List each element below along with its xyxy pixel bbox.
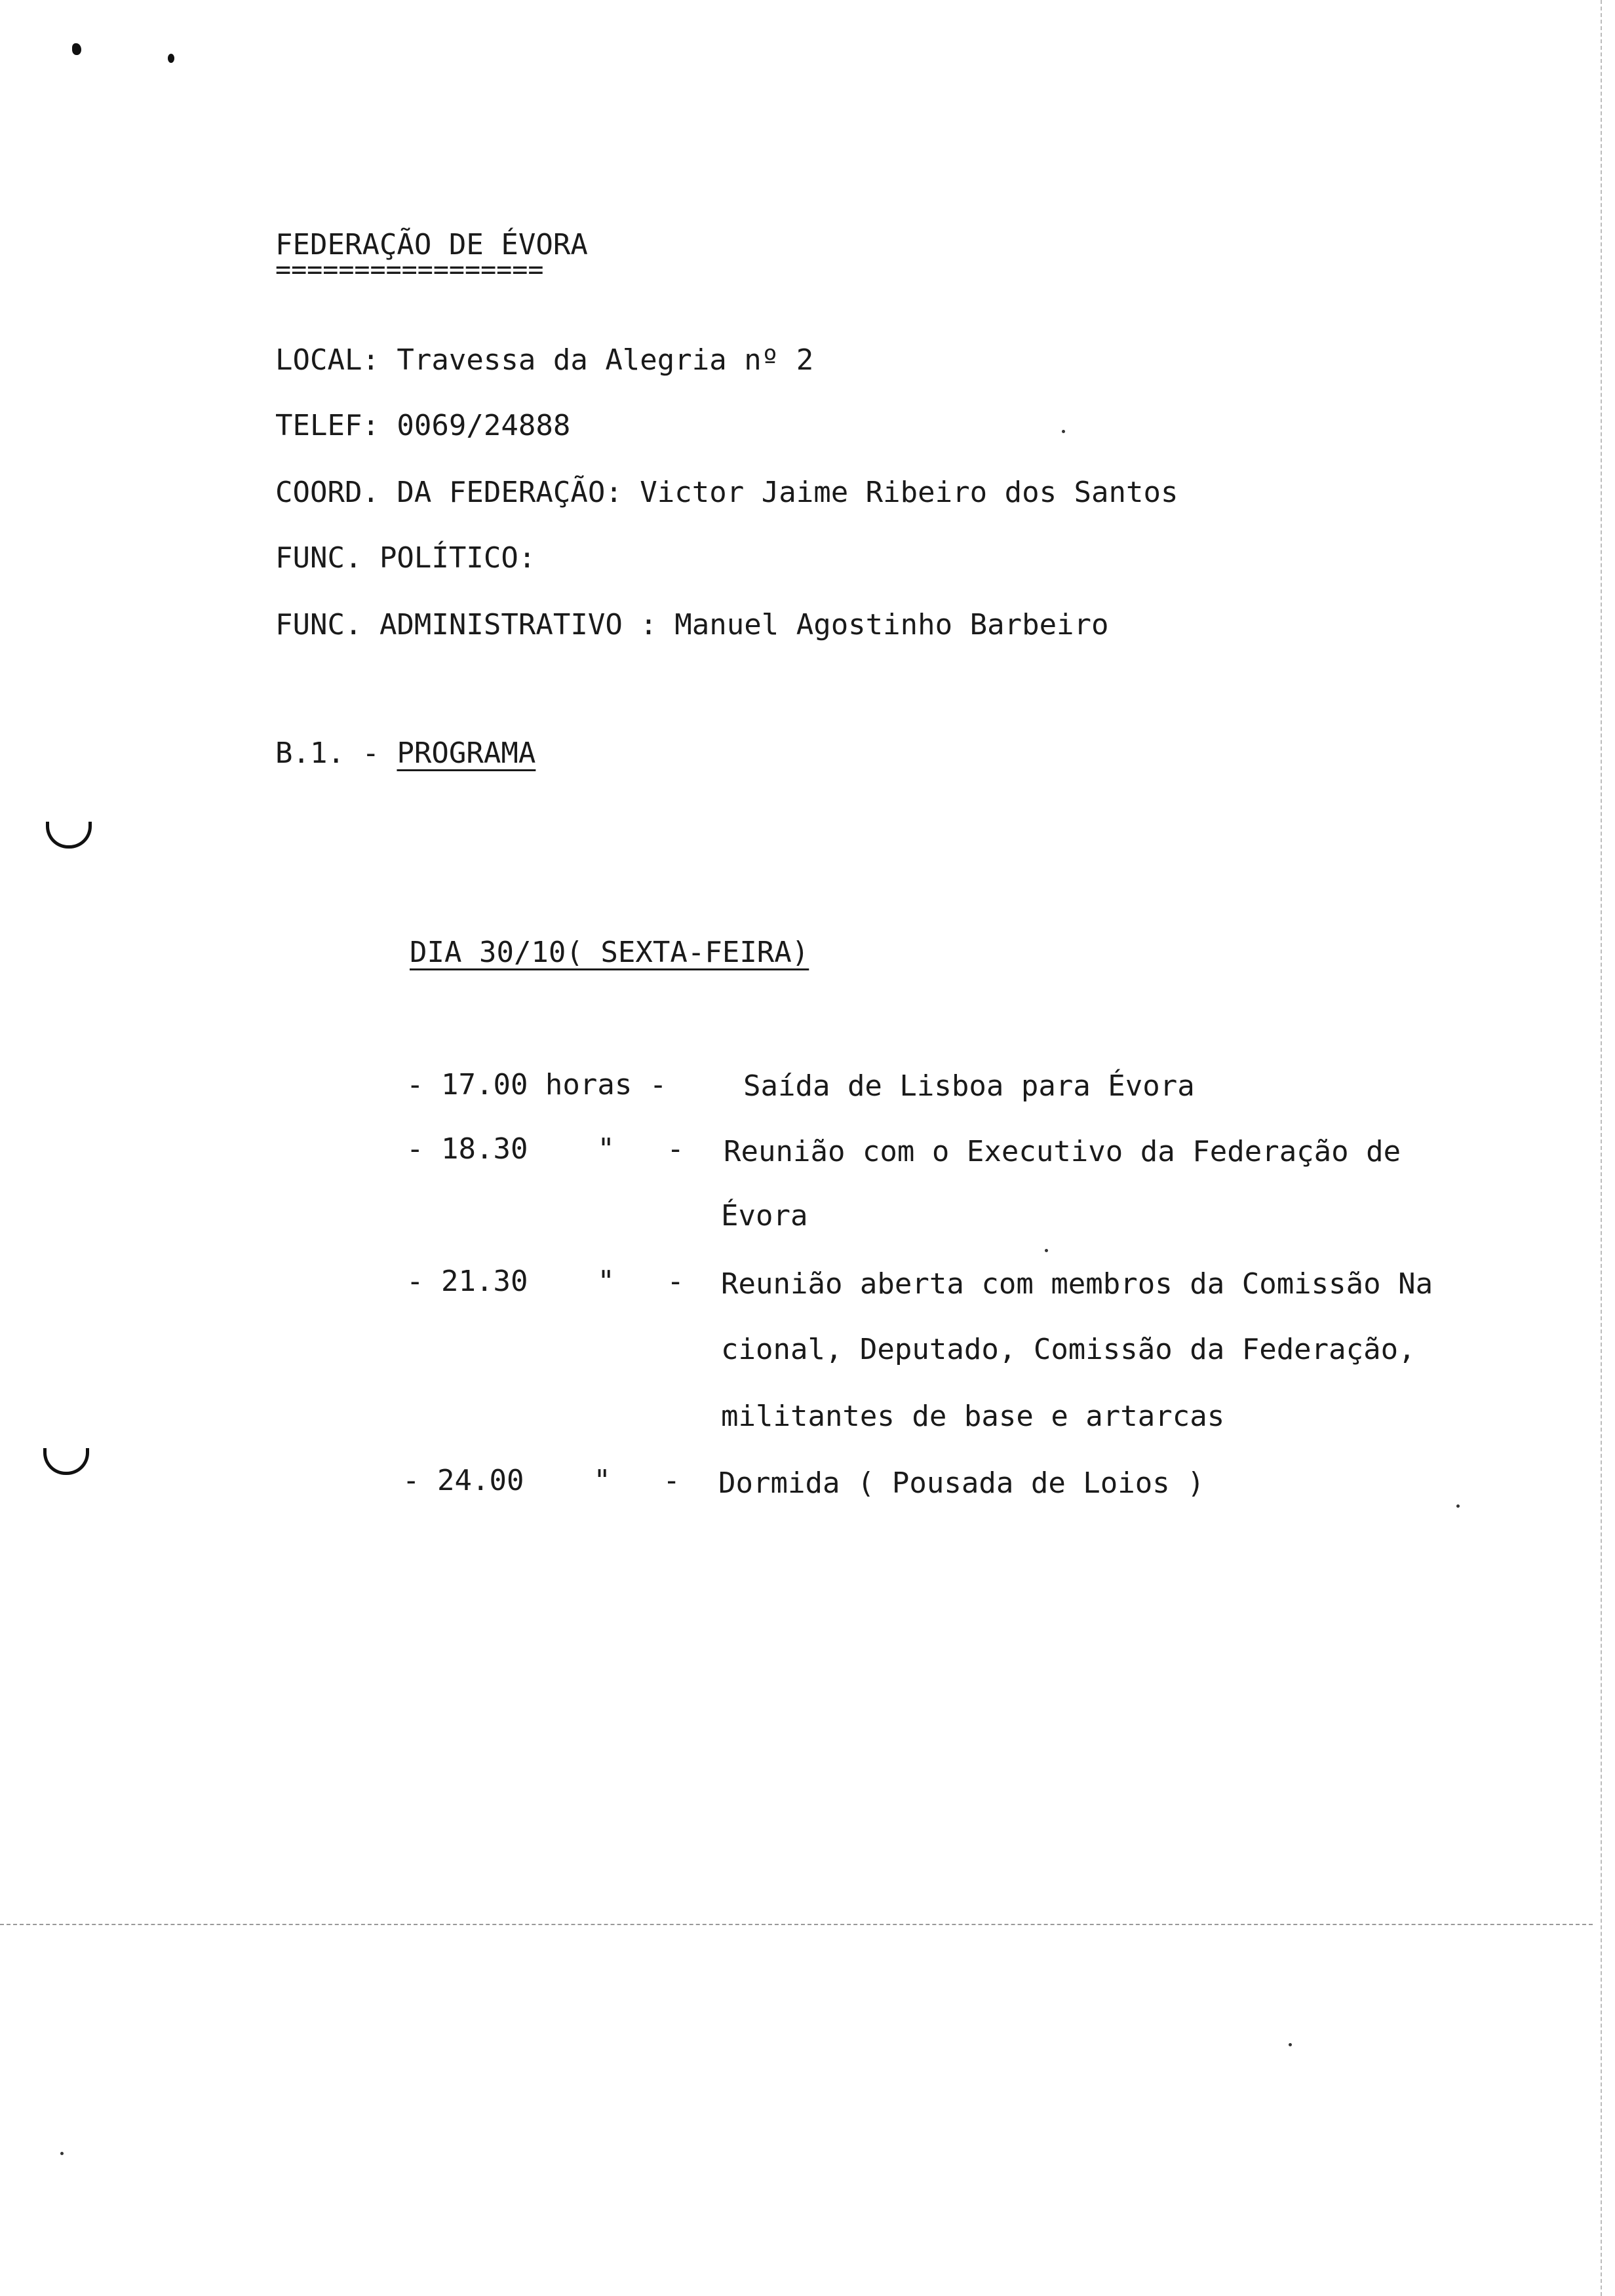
coord-line: COORD. DA FEDERAÇÃO: Victor Jaime Ribeiro dos Santos [275,476,1178,509]
schedule-desc: Dormida ( Pousada de Loios ) [718,1466,1205,1500]
schedule-desc: Reunião com o Executivo da Federação de [724,1135,1401,1168]
ink-speck [1289,2043,1292,2046]
binder-hole-mark [43,1448,89,1475]
ink-speck [60,2152,64,2155]
schedule-desc: Reunião aberta com membros da Comissão Na [721,1267,1433,1301]
ink-speck [72,43,81,55]
schedule-desc: militantes de base e artarcas [721,1400,1225,1433]
schedule-time: - 17.00 horas - [406,1068,667,1101]
local-line: LOCAL: Travessa da Alegria nº 2 [275,343,814,377]
schedule-desc: Saída de Lisboa para Évora [743,1069,1195,1103]
ink-speck [1062,430,1065,433]
func-politico-line: FUNC. POLÍTICO: [275,541,536,575]
schedule-desc: cional, Deputado, Comissão da Federação, [721,1333,1416,1366]
section-heading [275,737,535,771]
ink-speck [1045,1249,1048,1252]
func-admin-line: FUNC. ADMINISTRATIVO : Manuel Agostinho Barbeiro [275,608,1109,641]
schedule-time: - 24.00 " - [402,1464,680,1497]
day-heading: DIA 30/10( SEXTA-FEIRA) [410,936,809,969]
schedule-time: - 21.30 " - [406,1265,684,1298]
title-rule: ================= [275,255,544,285]
schedule-time: - 18.30 " - [406,1132,684,1166]
page-edge [1601,0,1602,2296]
telef-line: TELEF: 0069/24888 [275,409,571,442]
section-label: PROGRAMA [397,737,536,770]
fold-line [0,1924,1593,1925]
document-title: FEDERAÇÃO DE ÉVORA [275,228,588,261]
binder-hole-mark [46,822,92,849]
schedule-desc: Évora [721,1199,808,1233]
ink-speck [168,54,174,63]
ink-speck [1456,1504,1460,1508]
section-prefix: B.1. - [275,737,397,770]
